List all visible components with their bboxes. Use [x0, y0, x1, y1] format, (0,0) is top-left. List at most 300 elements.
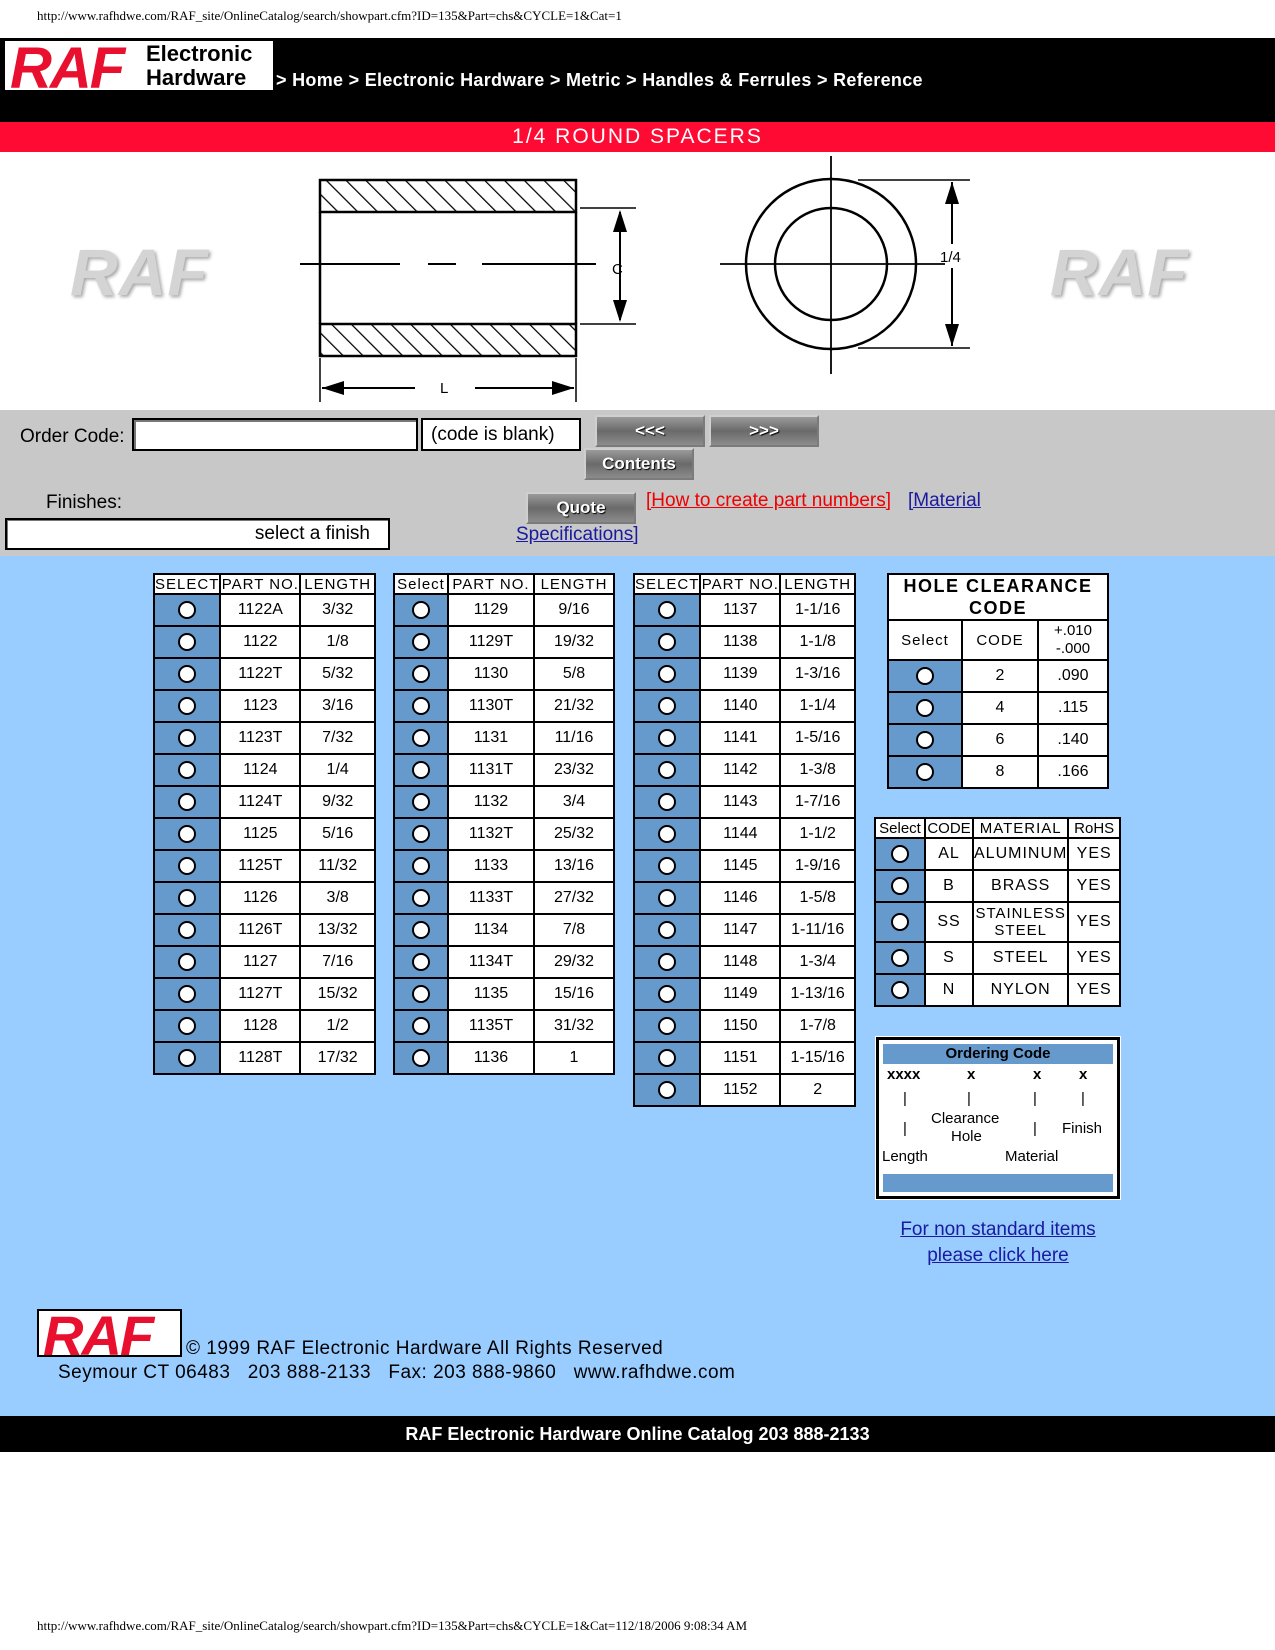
table-cell: 1-5/16: [781, 723, 854, 753]
copyright-text: © 1999 RAF Electronic Hardware All Rights Reserved: [186, 1338, 664, 1359]
non-standard-line-2[interactable]: please click here: [927, 1245, 1069, 1266]
material-table: [874, 817, 1121, 1007]
select-radio[interactable]: [178, 825, 196, 843]
table-row: [155, 915, 374, 945]
table-row: [635, 723, 854, 753]
table-row: [395, 659, 613, 689]
table-cell: 1140: [701, 691, 779, 721]
table-cell: 1128: [221, 1011, 299, 1041]
mat-col-material: MATERIAL: [974, 819, 1067, 837]
table-cell: 1-5/8: [781, 883, 854, 913]
table-row: [155, 1011, 374, 1041]
table-cell: 1145: [701, 851, 779, 881]
table-row: [635, 1075, 854, 1105]
select-radio[interactable]: [412, 985, 430, 1003]
table-cell: 1-3/8: [781, 755, 854, 785]
table-cell: 8: [963, 757, 1037, 787]
select-radio[interactable]: [891, 981, 909, 999]
select-cell: [395, 691, 447, 721]
table-cell: 31/32: [535, 1011, 613, 1041]
select-cell: [889, 661, 961, 691]
table-cell: 7/8: [535, 915, 613, 945]
select-cell: [635, 883, 699, 913]
ord-length-label: Length: [882, 1148, 928, 1165]
select-cell: [155, 819, 219, 849]
watermark-left: RAF: [70, 235, 209, 309]
select-cell: [395, 915, 447, 945]
next-button[interactable]: >>>: [709, 415, 819, 447]
quote-button[interactable]: Quote: [526, 492, 636, 524]
ord-finish-label: Finish: [1062, 1120, 1103, 1137]
table-row: [155, 691, 374, 721]
select-cell: [876, 975, 924, 1005]
table-cell: 1/4: [301, 755, 374, 785]
contact-address: Seymour CT 06483 203 888-2133 Fax: 203 888-9860 www.rafhdwe.com: [58, 1362, 736, 1383]
table-cell: SS: [926, 903, 972, 941]
select-cell: [155, 723, 219, 753]
select-cell: [155, 691, 219, 721]
select-radio[interactable]: [658, 1049, 676, 1067]
select-radio[interactable]: [178, 761, 196, 779]
select-radio[interactable]: [658, 953, 676, 971]
table-cell: 1-1/2: [781, 819, 854, 849]
select-radio[interactable]: [412, 1017, 430, 1035]
finishes-label: Finishes:: [46, 492, 123, 513]
table-cell: N: [926, 975, 972, 1005]
table-cell: 5/8: [535, 659, 613, 689]
code-status-box: (code is blank): [421, 418, 581, 451]
select-radio[interactable]: [658, 857, 676, 875]
table-row: [889, 757, 1107, 787]
table-row: [155, 947, 374, 977]
select-radio[interactable]: [916, 699, 934, 717]
table-cell: 1144: [701, 819, 779, 849]
hole-col-tolerance: +.010 -.000: [1039, 621, 1107, 659]
select-cell: [395, 1011, 447, 1041]
table-row: [395, 627, 613, 657]
breadcrumb-electronic-hardware[interactable]: > Electronic Hardware: [348, 70, 545, 90]
select-cell: [395, 883, 447, 913]
raf-logo[interactable]: [5, 36, 273, 101]
select-radio[interactable]: [658, 697, 676, 715]
table-row: [395, 723, 613, 753]
table-cell: 1122A: [221, 595, 299, 625]
table-cell: .115: [1039, 693, 1107, 723]
table-cell: 1141: [701, 723, 779, 753]
contents-button[interactable]: Contents: [584, 448, 694, 480]
select-cell: [155, 1043, 219, 1073]
order-code-label: Order Code:: [20, 426, 125, 447]
site-header: [0, 38, 1275, 122]
select-cell: [395, 755, 447, 785]
breadcrumb-home[interactable]: > Home: [276, 70, 344, 90]
select-radio[interactable]: [658, 1081, 676, 1099]
table-row: [155, 595, 374, 625]
previous-button[interactable]: <<<: [595, 415, 705, 447]
select-cell: [635, 915, 699, 945]
table-cell: 1-7/16: [781, 787, 854, 817]
non-standard-line-1[interactable]: For non standard items: [900, 1219, 1096, 1240]
select-cell: [889, 693, 961, 723]
select-cell: [635, 1043, 699, 1073]
technical-drawing: [0, 152, 1275, 410]
select-radio[interactable]: [178, 729, 196, 747]
table-row: [155, 883, 374, 913]
hole-col-select: Select: [889, 621, 961, 659]
hole-col-code: CODE: [963, 621, 1037, 659]
table-cell: 17/32: [301, 1043, 374, 1073]
mat-col-rohs: RoHS: [1069, 819, 1119, 837]
select-radio[interactable]: [658, 1017, 676, 1035]
select-radio[interactable]: [178, 953, 196, 971]
table-cell: 1125T: [221, 851, 299, 881]
parts-table-2: [393, 573, 615, 1075]
table-cell: 1-3/4: [781, 947, 854, 977]
dimension-c: C: [612, 261, 623, 278]
select-radio[interactable]: [412, 825, 430, 843]
table-row: [155, 979, 374, 1009]
table-row: [155, 819, 374, 849]
order-form: [0, 410, 1275, 556]
select-radio[interactable]: [658, 665, 676, 683]
select-radio[interactable]: [891, 845, 909, 863]
order-code-input[interactable]: [132, 418, 418, 451]
table-cell: 1151: [701, 1043, 779, 1073]
table-cell: 1-15/16: [781, 1043, 854, 1073]
ord-clearance-label: Clearance: [931, 1110, 1000, 1127]
select-radio[interactable]: [178, 793, 196, 811]
select-radio[interactable]: [916, 731, 934, 749]
select-radio[interactable]: [658, 825, 676, 843]
select-cell: [395, 947, 447, 977]
select-radio[interactable]: [658, 761, 676, 779]
table-cell: YES: [1069, 903, 1119, 941]
col-part-no: PART NO.: [701, 575, 779, 593]
select-radio[interactable]: [178, 889, 196, 907]
table-cell: 1137: [701, 595, 779, 625]
table-cell: 1133: [449, 851, 533, 881]
non-standard-items-link[interactable]: [860, 1217, 1136, 1269]
select-cell: [155, 659, 219, 689]
table-cell: 3/4: [535, 787, 613, 817]
table-row: [395, 787, 613, 817]
col-length: LENGTH: [535, 575, 613, 593]
table-cell: 27/32: [535, 883, 613, 913]
select-cell: [155, 915, 219, 945]
table-cell: 15/16: [535, 979, 613, 1009]
table-row: [889, 661, 1107, 691]
select-radio[interactable]: [412, 729, 430, 747]
select-radio[interactable]: [916, 667, 934, 685]
ord-bar: |: [903, 1090, 907, 1107]
select-radio[interactable]: [412, 761, 430, 779]
select-cell: [635, 1011, 699, 1041]
col-part-no: PART NO.: [221, 575, 299, 593]
select-radio[interactable]: [412, 601, 430, 619]
select-cell: [635, 787, 699, 817]
select-radio[interactable]: [178, 857, 196, 875]
table-cell: STEEL: [974, 943, 1067, 973]
select-radio[interactable]: [412, 1049, 430, 1067]
table-cell: 1146: [701, 883, 779, 913]
table-cell: 25/32: [535, 819, 613, 849]
select-cell: [889, 757, 961, 787]
logo-line-2: Hardware: [146, 65, 247, 90]
select-cell: [635, 755, 699, 785]
table-row: [395, 819, 613, 849]
table-cell: 1135T: [449, 1011, 533, 1041]
table-cell: BRASS: [974, 871, 1067, 901]
select-radio[interactable]: [412, 857, 430, 875]
table-row: [635, 947, 854, 977]
select-radio[interactable]: [178, 985, 196, 1003]
col-select: SELECT: [155, 575, 220, 593]
how-to-create-part-numbers-link[interactable]: [How to create part numbers]: [646, 490, 891, 511]
table-cell: STAINLESS STEEL: [975, 905, 1066, 939]
table-row: [155, 723, 374, 753]
select-radio[interactable]: [412, 921, 430, 939]
select-cell: [635, 659, 699, 689]
table-cell: 4: [963, 693, 1037, 723]
table-cell: YES: [1069, 975, 1119, 1005]
table-cell: 1143: [701, 787, 779, 817]
select-cell: [395, 851, 447, 881]
select-radio[interactable]: [178, 665, 196, 683]
hole-clearance-table: [887, 573, 1109, 789]
select-cell: [876, 839, 924, 869]
footer-bar: RAF Electronic Hardware Online Catalog 203 888-2133: [0, 1416, 1275, 1452]
select-radio[interactable]: [658, 921, 676, 939]
table-row: [395, 851, 613, 881]
table-cell: 1124T: [221, 787, 299, 817]
select-radio[interactable]: [412, 697, 430, 715]
select-radio[interactable]: [178, 601, 196, 619]
ord-bar: |: [1033, 1090, 1037, 1107]
select-radio[interactable]: [658, 633, 676, 651]
select-radio[interactable]: [658, 601, 676, 619]
col-length: LENGTH: [781, 575, 854, 593]
footer-logo-text: RAF: [43, 1304, 153, 1367]
table-cell: 1-1/8: [781, 627, 854, 657]
mat-col-code: CODE: [927, 819, 971, 837]
table-cell: 1135: [449, 979, 533, 1009]
select-cell: [395, 819, 447, 849]
table-cell: 1-13/16: [781, 979, 854, 1009]
table-cell: 1125: [221, 819, 299, 849]
table-cell: 1126T: [221, 915, 299, 945]
table-cell: 1134T: [449, 947, 533, 977]
dimension-l: L: [440, 380, 449, 397]
select-cell: [395, 627, 447, 657]
table-cell: 7/32: [301, 723, 374, 753]
col-length: LENGTH: [301, 575, 374, 593]
table-cell: 1-1/4: [781, 691, 854, 721]
table-row: [889, 725, 1107, 755]
table-cell: 1152: [701, 1075, 779, 1105]
table-cell: 1142: [701, 755, 779, 785]
table-cell: 1-3/16: [781, 659, 854, 689]
select-cell: [635, 691, 699, 721]
table-cell: .090: [1039, 661, 1107, 691]
table-cell: 1127: [221, 947, 299, 977]
table-row: [155, 1043, 374, 1073]
select-radio[interactable]: [412, 889, 430, 907]
select-cell: [395, 787, 447, 817]
ordering-code-title: Ordering Code: [883, 1044, 1113, 1064]
table-row: [395, 595, 613, 625]
select-radio[interactable]: [178, 921, 196, 939]
table-cell: 21/32: [535, 691, 613, 721]
table-row: [876, 839, 1119, 869]
table-cell: 1134: [449, 915, 533, 945]
watermark-right: RAF: [1050, 235, 1189, 309]
table-cell: NYLON: [974, 975, 1067, 1005]
dimension-quarter: 1/4: [940, 249, 961, 266]
table-row: [635, 979, 854, 1009]
breadcrumb: [276, 70, 923, 91]
select-radio[interactable]: [178, 1049, 196, 1067]
table-cell: 1-1/16: [781, 595, 854, 625]
ord-hole-label: Hole: [951, 1128, 982, 1145]
breadcrumb-handles-ferrules[interactable]: > Handles & Ferrules: [626, 70, 812, 90]
table-row: [155, 787, 374, 817]
table-row: [635, 883, 854, 913]
select-radio[interactable]: [658, 729, 676, 747]
select-cell: [395, 659, 447, 689]
table-cell: 1127T: [221, 979, 299, 1009]
table-row: [635, 627, 854, 657]
table-cell: .166: [1039, 757, 1107, 787]
ord-bar: |: [903, 1120, 907, 1137]
select-cell: [155, 595, 219, 625]
table-row: [889, 693, 1107, 723]
select-radio[interactable]: [658, 985, 676, 1003]
table-cell: 1122T: [221, 659, 299, 689]
select-cell: [635, 723, 699, 753]
table-cell: 1131T: [449, 755, 533, 785]
ord-bar: |: [1033, 1120, 1037, 1137]
table-cell: YES: [1069, 943, 1119, 973]
col-select: Select: [395, 575, 447, 593]
footer-raf-logo: [37, 1304, 182, 1367]
mat-col-select: Select: [876, 819, 924, 837]
hole-clearance-title: HOLE CLEARANCE CODE: [889, 575, 1107, 619]
select-radio[interactable]: [178, 697, 196, 715]
select-cell: [155, 883, 219, 913]
table-row: [635, 1043, 854, 1073]
table-cell: AL: [926, 839, 972, 869]
select-radio[interactable]: [916, 763, 934, 781]
table-row: [395, 915, 613, 945]
select-cell: [395, 723, 447, 753]
select-radio[interactable]: [412, 953, 430, 971]
table-row: [876, 871, 1119, 901]
select-cell: [395, 979, 447, 1009]
select-cell: [635, 595, 699, 625]
finish-select[interactable]: select a finish: [5, 518, 390, 550]
select-radio[interactable]: [891, 913, 909, 931]
table-row: [635, 755, 854, 785]
ord-material-code: x: [1033, 1066, 1042, 1083]
select-radio[interactable]: [178, 1017, 196, 1035]
table-cell: 1130T: [449, 691, 533, 721]
select-cell: [635, 1075, 699, 1105]
select-cell: [155, 979, 219, 1009]
breadcrumb-reference[interactable]: > Reference: [816, 70, 923, 90]
table-row: [635, 787, 854, 817]
table-cell: B: [926, 871, 972, 901]
table-cell: 6: [963, 725, 1037, 755]
select-radio[interactable]: [412, 665, 430, 683]
table-row: [635, 915, 854, 945]
select-cell: [635, 851, 699, 881]
select-cell: [155, 1011, 219, 1041]
table-row: [395, 755, 613, 785]
material-specifications-link-part2[interactable]: Specifications]: [516, 524, 639, 545]
ordering-code-box: [876, 1037, 1120, 1199]
select-radio[interactable]: [891, 949, 909, 967]
table-cell: 2: [963, 661, 1037, 691]
select-cell: [155, 787, 219, 817]
breadcrumb-metric[interactable]: > Metric: [549, 70, 621, 90]
col-select: SELECT: [635, 575, 700, 593]
table-cell: 5/16: [301, 819, 374, 849]
table-row: [635, 595, 854, 625]
select-radio[interactable]: [178, 633, 196, 651]
parts-table-3: [633, 573, 856, 1107]
material-specifications-link-part1[interactable]: [Material: [908, 490, 981, 511]
ord-finish-code: x: [1079, 1066, 1088, 1083]
ord-bar: |: [1081, 1090, 1085, 1107]
logo-line-1: Electronic: [146, 41, 253, 66]
col-part-no: PART NO.: [449, 575, 533, 593]
select-radio[interactable]: [658, 889, 676, 907]
table-cell: 11/16: [535, 723, 613, 753]
table-cell: 19/32: [535, 627, 613, 657]
table-cell: 1122: [221, 627, 299, 657]
select-cell: [889, 725, 961, 755]
select-cell: [155, 755, 219, 785]
table-cell: 23/32: [535, 755, 613, 785]
table-row: [635, 1011, 854, 1041]
table-cell: 9/32: [301, 787, 374, 817]
table-cell: 1139: [701, 659, 779, 689]
print-url-bottom: http://www.rafhdwe.com/RAF_site/OnlineCatalog/search/showpart.cfm?ID=135&Part=chs&CYCLE=1&Cat=112/18/2006 9:08:34 AM: [37, 1618, 748, 1633]
select-radio[interactable]: [412, 793, 430, 811]
parts-table-1: [153, 573, 376, 1075]
table-cell: 1129: [449, 595, 533, 625]
select-cell: [395, 1043, 447, 1073]
table-row: [155, 627, 374, 657]
table-cell: 3/32: [301, 595, 374, 625]
select-cell: [876, 903, 924, 941]
table-cell: 1136: [449, 1043, 533, 1073]
table-row: [155, 755, 374, 785]
table-cell: 15/32: [301, 979, 374, 1009]
table-cell: 1-11/16: [781, 915, 854, 945]
page-title: 1/4 ROUND SPACERS: [0, 122, 1275, 152]
table-cell: 1126: [221, 883, 299, 913]
table-cell: 11/32: [301, 851, 374, 881]
table-row: [395, 691, 613, 721]
table-cell: .140: [1039, 725, 1107, 755]
select-radio[interactable]: [891, 877, 909, 895]
select-radio[interactable]: [412, 633, 430, 651]
table-row: [395, 947, 613, 977]
select-radio[interactable]: [658, 793, 676, 811]
table-cell: 1130: [449, 659, 533, 689]
print-url-top: http://www.rafhdwe.com/RAF_site/OnlineCatalog/search/showpart.cfm?ID=135&Part=chs&CYCLE=1&Cat=1: [37, 8, 622, 23]
